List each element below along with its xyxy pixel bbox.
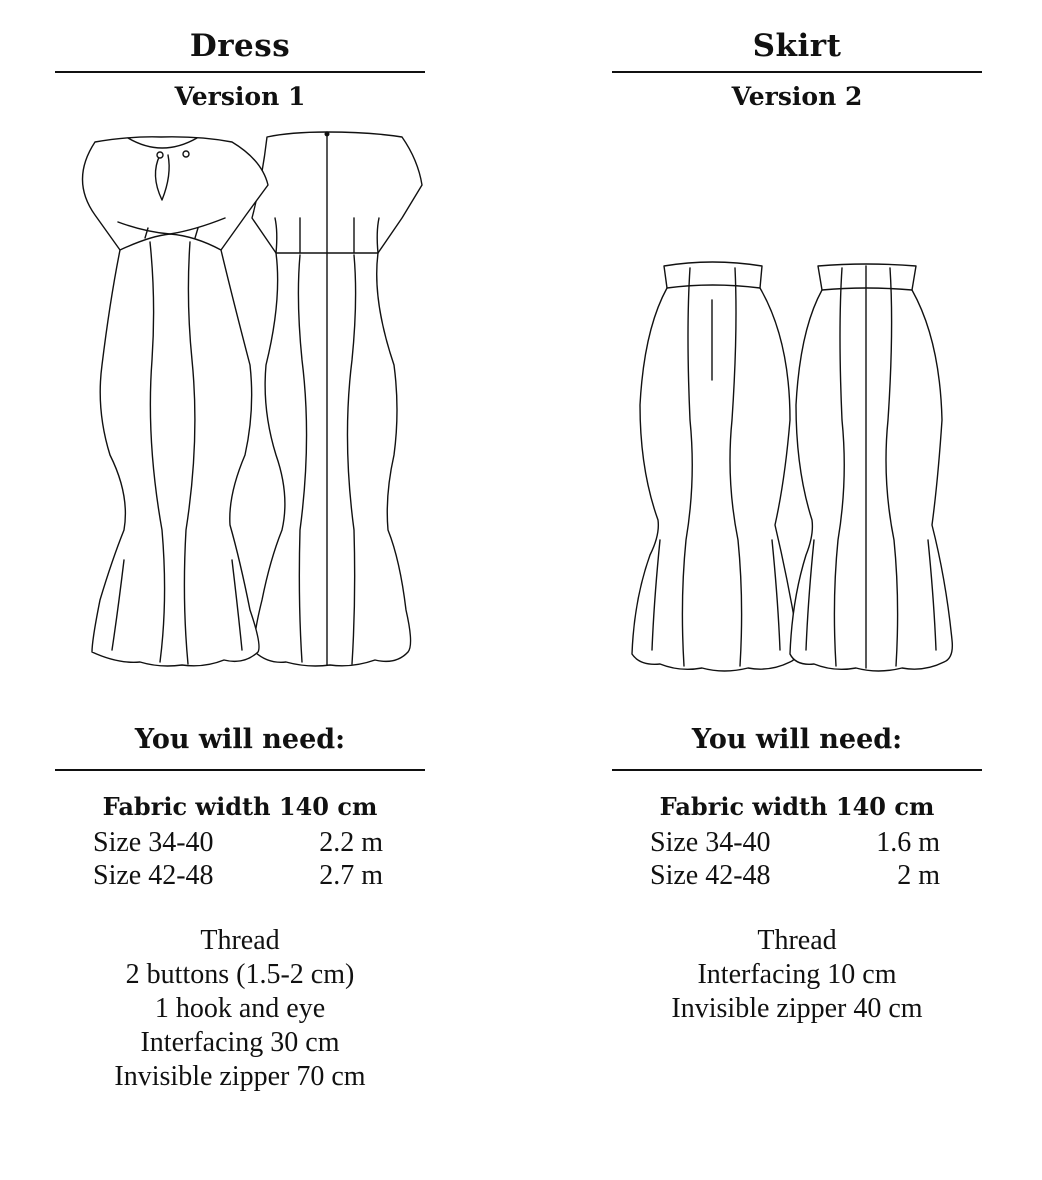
skirt-technical-drawing [612, 120, 982, 690]
need-divider [612, 769, 982, 771]
skirt-front-drawing [632, 262, 798, 671]
skirt-notions-list [612, 924, 982, 1026]
size-label: Size 34-40 [650, 827, 771, 858]
size-row [650, 826, 940, 859]
notion-item: Interfacing 30 cm [140, 1027, 340, 1058]
notion-item: Interfacing 10 cm [697, 959, 897, 990]
skirt-title: Skirt [752, 28, 842, 64]
notion-item: Invisible zipper 70 cm [114, 1061, 366, 1092]
size-row [93, 859, 383, 892]
skirt-size-table [650, 826, 940, 892]
notion-item: 1 hook and eye [154, 993, 326, 1024]
title-divider [55, 71, 425, 73]
dress-need-heading: You will need: [134, 724, 346, 755]
dress-title: Dress [189, 28, 291, 64]
size-amount: 2.2 m [319, 827, 383, 858]
notion-item: Invisible zipper 40 cm [671, 993, 923, 1024]
dress-fabric-width: Fabric width 140 cm [102, 792, 378, 821]
dress-technical-drawing [55, 120, 425, 690]
size-amount: 1.6 m [876, 827, 940, 858]
size-row [93, 826, 383, 859]
need-divider [55, 769, 425, 771]
dress-notions-list [55, 924, 425, 1094]
skirt-column [612, 0, 982, 1180]
skirt-back-drawing [790, 264, 952, 671]
notion-item: Thread [757, 925, 837, 956]
size-label: Size 42-48 [93, 860, 214, 891]
dress-version: Version 1 [174, 82, 306, 111]
title-divider [612, 71, 982, 73]
skirt-fabric-width: Fabric width 140 cm [659, 792, 935, 821]
size-label: Size 34-40 [93, 827, 214, 858]
notion-item: 2 buttons (1.5-2 cm) [125, 959, 355, 990]
dress-column [55, 0, 425, 1180]
skirt-version: Version 2 [731, 82, 863, 111]
size-amount: 2 m [897, 860, 940, 891]
notion-item: Thread [200, 925, 280, 956]
size-label: Size 42-48 [650, 860, 771, 891]
dress-size-table [93, 826, 383, 892]
size-amount: 2.7 m [319, 860, 383, 891]
skirt-need-heading: You will need: [691, 724, 903, 755]
dress-back-drawing [252, 132, 422, 666]
size-row [650, 859, 940, 892]
dress-front-drawing [83, 137, 269, 666]
